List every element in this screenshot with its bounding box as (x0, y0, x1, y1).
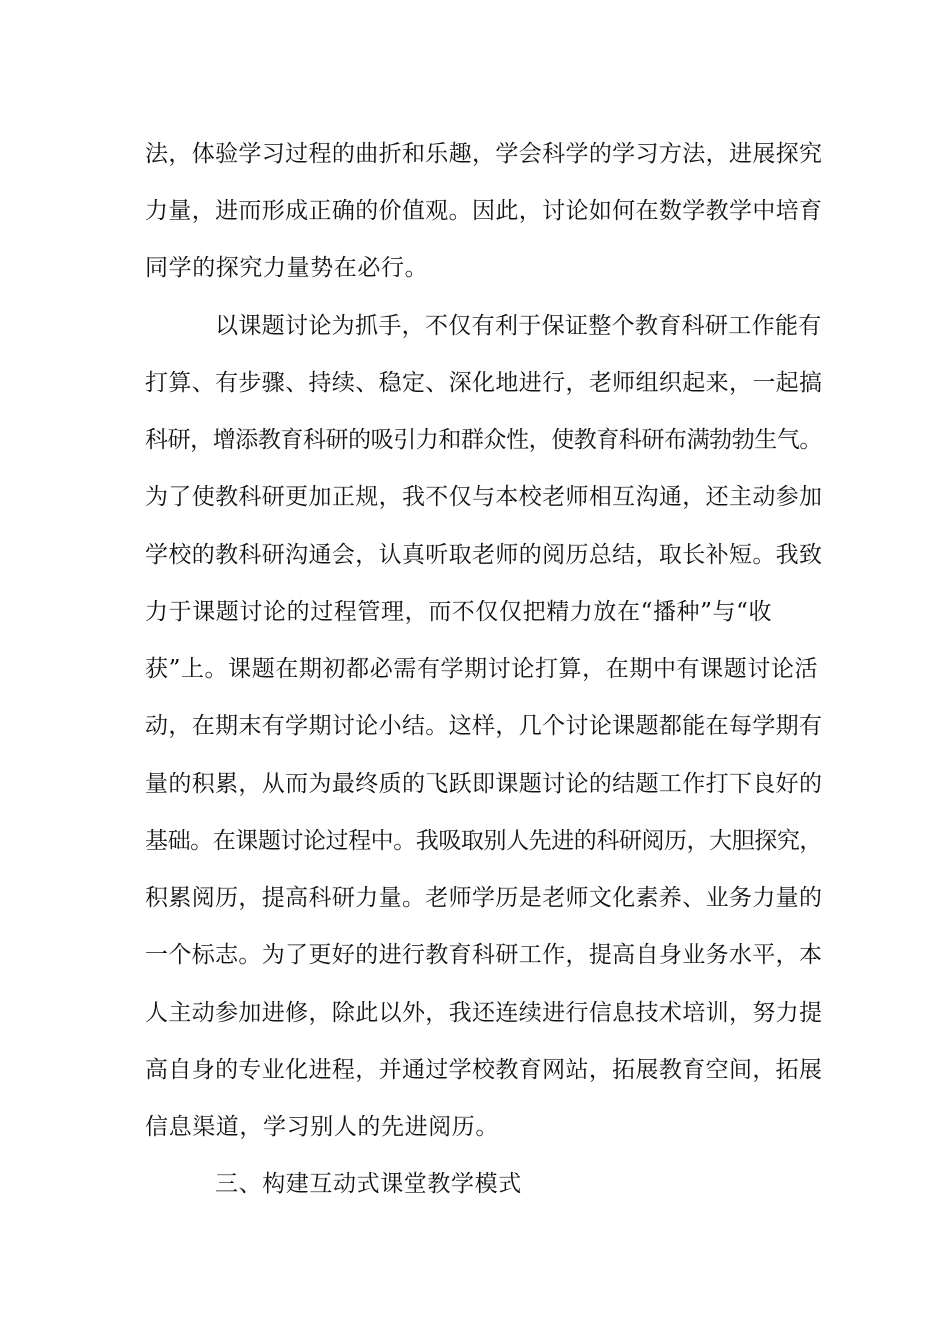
paragraph-start-line: 以课题讨论为抓手，不仅有利于保证整个教育科研工作能有 (215, 313, 822, 339)
text-line: 科研，增添教育科研的吸引力和群众性，使教育科研布满勃勃生气。 (145, 427, 823, 453)
text-line: 高自身的专业化进程，并通过学校教育网站，拓展教育空间，拓展 (145, 1057, 823, 1083)
text-line: 获”上。课题在期初都必需有学期讨论打算，在期中有课题讨论活 (145, 656, 819, 682)
text-line: 打算、有步骤、持续、稳定、深化地进行，老师组织起来，一起搞 (145, 370, 823, 396)
text-line: 动，在期末有学期讨论小结。这样，几个讨论课题都能在每学期有 (145, 713, 823, 739)
text-line: 为了使教科研更加正规，我不仅与本校老师相互沟通，还主动参加 (145, 484, 823, 510)
text-line: 同学的探究力量势在必行。 (145, 255, 429, 281)
text-line: 法，体验学习过程的曲折和乐趣，学会科学的学习方法，进展探究 (145, 141, 823, 167)
text-line: 人主动参加进修，除此以外，我还连续进行信息技术培训，努力提 (145, 1000, 823, 1026)
text-line: 积累阅历，提高科研力量。老师学历是老师文化素养、业务力量的 (145, 885, 823, 911)
text-line: 学校的教科研沟通会，认真听取老师的阅历总结，取长补短。我致 (145, 542, 823, 568)
text-line: 量的积累，从而为最终质的飞跃即课题讨论的结题工作打下良好的 (145, 771, 823, 797)
section-heading: 三、构建互动式课堂教学模式 (215, 1171, 522, 1197)
text-line: 力量，进而形成正确的价值观。因此，讨论如何在数学教学中培育 (145, 198, 823, 224)
text-line: 基础。在课题讨论过程中。我吸取别人先进的科研阅历，大胆探究， (145, 828, 823, 854)
text-line: 一个标志。为了更好的进行教育科研工作，提高自身业务水平，本 (145, 942, 823, 968)
text-line: 信息渠道，学习别人的先进阅历。 (145, 1114, 499, 1140)
text-line: 力于课题讨论的过程管理，而不仅仅把精力放在“播种”与“收 (145, 599, 773, 625)
